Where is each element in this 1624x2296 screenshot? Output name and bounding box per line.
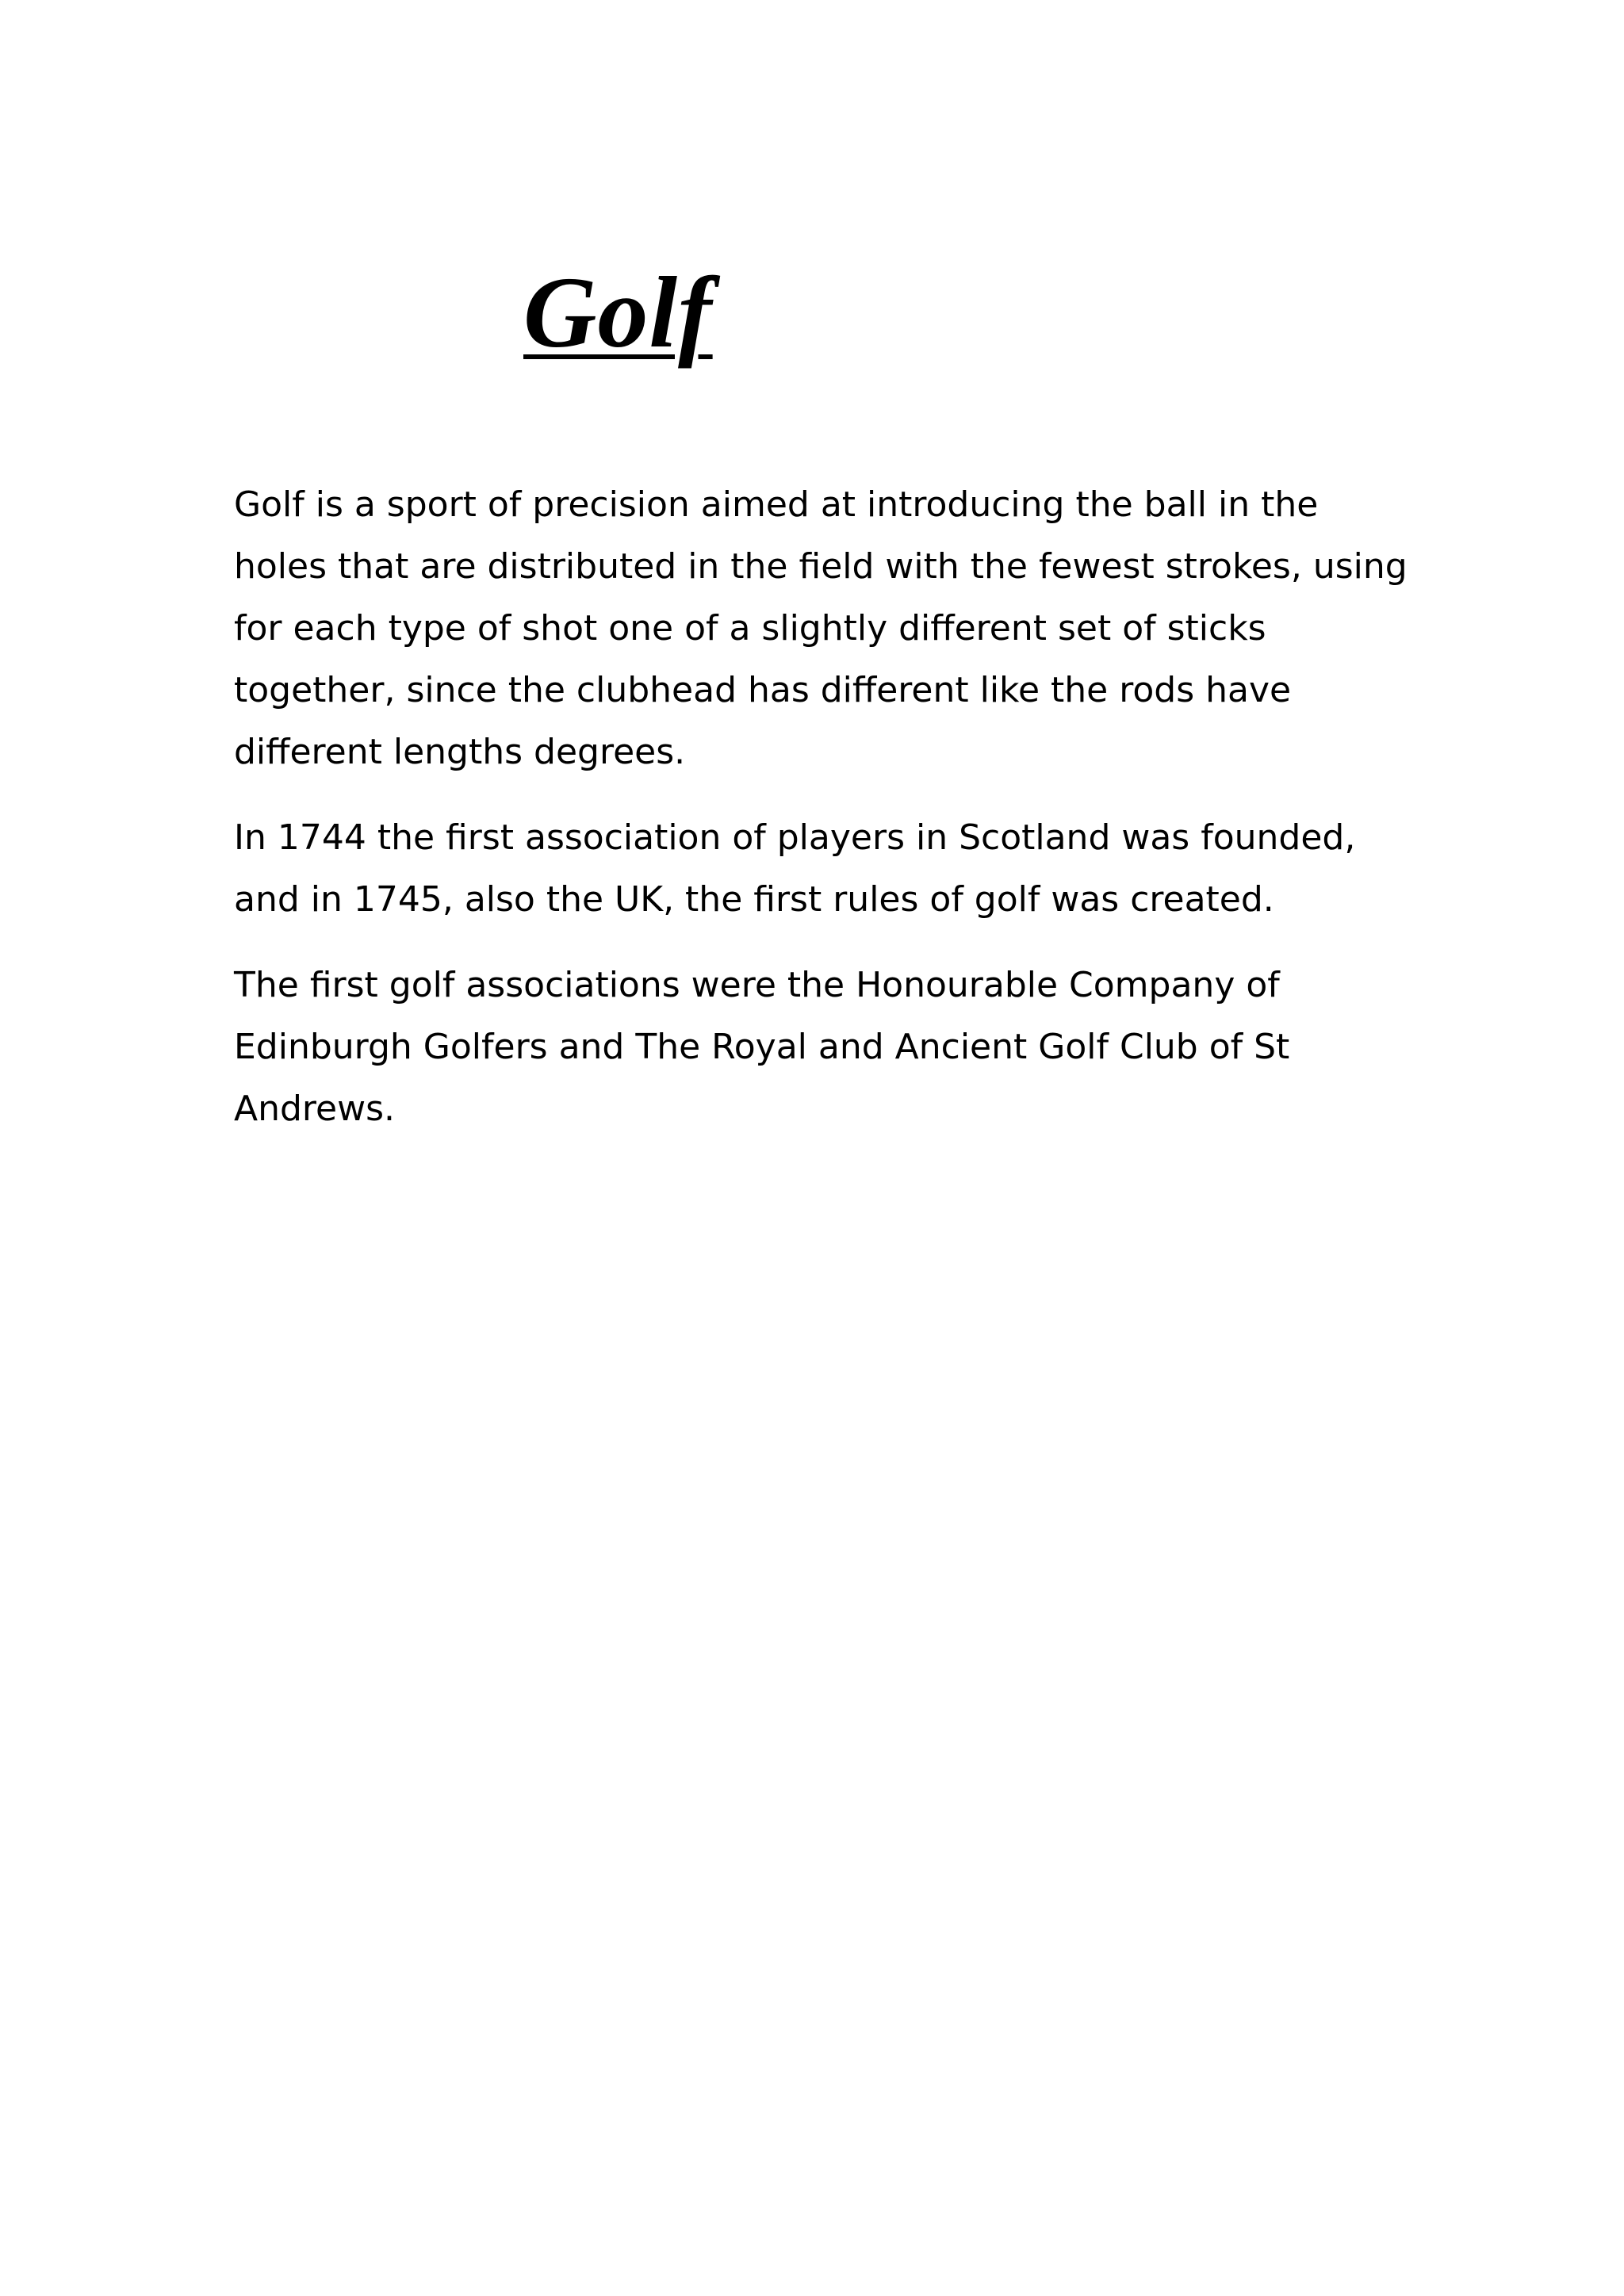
paragraph-associations: The first golf associations were the Honourable Company of Edinburgh Golfers and The Royal and Ancient Golf Club of St Andrews. xyxy=(234,965,1290,1129)
document-title: Golf xyxy=(523,256,713,369)
paragraph-history: In 1744 the first association of players in Scotland was founded, and in 1745, also the UK, the first rules of golf was created. xyxy=(234,817,1356,920)
document-body xyxy=(234,474,1408,1164)
paragraph-definition: Golf is a sport of precision aimed at introducing the ball in the holes that are distributed in the field with the fewest strokes, using for each type of shot one of a slightly different set of sticks together, since the clubhead has different like the rods have different lengths degrees. xyxy=(234,484,1408,772)
